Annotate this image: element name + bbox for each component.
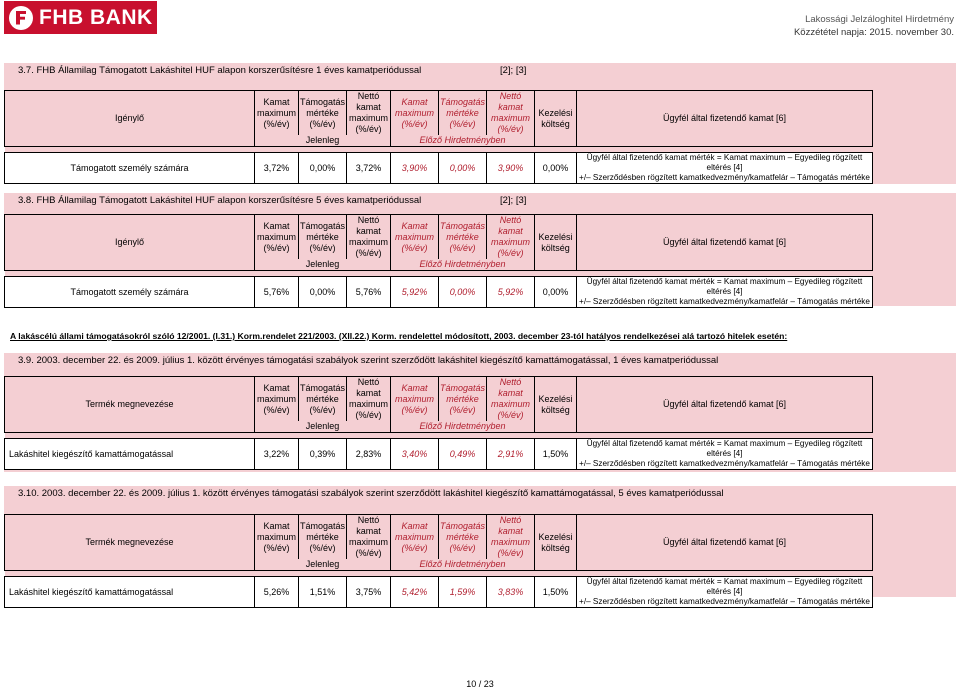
prev-kamat-max-header: Kamat maximum (%/év) (391, 215, 439, 260)
ugyfel-kamat-header: Ügyfél által fizetendő kamat [6] (577, 515, 873, 571)
prev-netto-kamat-header: Nettó kamat maximum (%/év) (487, 377, 535, 422)
document-header (794, 13, 954, 39)
tamogatas-merteke-header: Támogatás mértéke (%/év) (299, 215, 347, 260)
jelenleg-label: Jelenleg (255, 559, 391, 571)
kezelesi-koltseg-header: Kezelési költség (535, 515, 577, 571)
formula-line-2: +/– Szerződésben rögzített kamatkedvezmény/kamatfelár – Támogatás mértéke (579, 597, 870, 606)
kamat-max-header: Kamat maximum (%/év) (255, 377, 299, 422)
prev-tamogatas-merteke-value: 0,00% (439, 153, 487, 184)
tamogatas-merteke-value: 0,00% (299, 153, 347, 184)
kamat-max-value: 3,72% (255, 153, 299, 184)
kamat-max-value: 5,26% (255, 577, 299, 608)
netto-kamat-value: 3,72% (347, 153, 391, 184)
prev-tamogatas-merteke-header: Támogatás mértéke (%/év) (439, 377, 487, 422)
section-title (4, 486, 956, 501)
jelenleg-label: Jelenleg (255, 421, 391, 433)
first-column-header: Igénylő (5, 215, 255, 271)
prev-tamogatas-merteke-value: 0,49% (439, 439, 487, 470)
prev-netto-kamat-header: Nettó kamat maximum (%/év) (487, 515, 535, 560)
formula-line-1: Ügyfél által fizetendő kamat mérték = Kamat maximum – Egyedileg rögzített eltérés [4] (586, 439, 863, 458)
netto-kamat-header: Nettó kamat maximum (%/év) (347, 515, 391, 560)
elozo-hirdetmeny-label: Előző Hirdetményben (391, 559, 535, 571)
first-column-header: Termék megnevezése (5, 515, 255, 571)
formula-line-1: Ügyfél által fizetendő kamat mérték = Kamat maximum – Egyedileg rögzített eltérés [4] (586, 153, 863, 172)
prev-kamat-max-header: Kamat maximum (%/év) (391, 377, 439, 422)
prev-netto-kamat-value: 2,91% (487, 439, 535, 470)
kamat-max-header: Kamat maximum (%/év) (255, 91, 299, 136)
kezelesi-koltseg-value: 1,50% (535, 439, 577, 470)
netto-kamat-header: Nettó kamat maximum (%/év) (347, 91, 391, 136)
section-title (4, 193, 956, 208)
kamat-max-value: 3,22% (255, 439, 299, 470)
prev-kamat-max-value: 5,92% (391, 277, 439, 308)
ugyfel-kamat-header: Ügyfél által fizetendő kamat [6] (577, 377, 873, 433)
tamogatas-merteke-value: 0,00% (299, 277, 347, 308)
kamat-max-value: 5,76% (255, 277, 299, 308)
section-title-text: 3.10. 2003. december 22. és 2009. július 1. között érvényes támogatási szabályok szerint szerződött lakáshitel kiegészítő kamattámogatással, 5 éves kamatperiódussal (18, 488, 724, 499)
document-title: Lakossági Jelzáloghitel Hirdetmény (805, 14, 954, 25)
rate-table (4, 90, 873, 184)
kamat-max-header: Kamat maximum (%/év) (255, 515, 299, 560)
section-title (4, 353, 956, 368)
rate-table (4, 214, 873, 308)
ugyfel-kamat-header: Ügyfél által fizetendő kamat [6] (577, 91, 873, 147)
netto-kamat-value: 5,76% (347, 277, 391, 308)
first-column-header: Termék megnevezése (5, 377, 255, 433)
jelenleg-label: Jelenleg (255, 135, 391, 147)
prev-kamat-max-value: 3,90% (391, 153, 439, 184)
prev-kamat-max-header: Kamat maximum (%/év) (391, 515, 439, 560)
section-title-text: 3.8. FHB Államilag Támogatott Lakáshitel HUF alapon korszerűsítésre 5 éves kamatperiódussal (18, 195, 422, 206)
prev-kamat-max-header: Kamat maximum (%/év) (391, 91, 439, 136)
formula-line-2: +/– Szerződésben rögzített kamatkedvezmény/kamatfelár – Támogatás mértéke (579, 297, 870, 306)
kezelesi-koltseg-value: 1,50% (535, 577, 577, 608)
publication-date: Közzététel napja: 2015. november 30. (793, 27, 954, 38)
formula-line-1: Ügyfél által fizetendő kamat mérték = Kamat maximum – Egyedileg rögzített eltérés [4] (586, 277, 863, 296)
elozo-hirdetmeny-label: Előző Hirdetményben (391, 421, 535, 433)
prev-netto-kamat-header: Nettó kamat maximum (%/év) (487, 91, 535, 136)
formula-text (577, 153, 873, 184)
prev-netto-kamat-header: Nettó kamat maximum (%/év) (487, 215, 535, 260)
formula-text (577, 577, 873, 608)
prev-netto-kamat-value: 5,92% (487, 277, 535, 308)
section-reference: [2]; [3] (500, 65, 527, 76)
logo-text: FHB BANK (39, 5, 153, 29)
rate-table (4, 514, 873, 608)
prev-tamogatas-merteke-value: 1,59% (439, 577, 487, 608)
fhb-bank-logo (4, 1, 157, 34)
kamat-max-header: Kamat maximum (%/év) (255, 215, 299, 260)
legal-note: A lakáscélú állami támogatásokról szóló 12/2001. (I.31.) Korm.rendelet 221/2003. (XII.22.) Korm. rendelettel módosított, 2003. december 23-tól hatályos rendelkezései alá tartozó hitelek esetén: (10, 331, 788, 341)
formula-line-1: Ügyfél által fizetendő kamat mérték = Kamat maximum – Egyedileg rögzített eltérés [4] (586, 577, 863, 596)
jelenleg-label: Jelenleg (255, 259, 391, 271)
elozo-hirdetmeny-label: Előző Hirdetményben (391, 259, 535, 271)
kezelesi-koltseg-value: 0,00% (535, 153, 577, 184)
section-title-text: 3.7. FHB Államilag Támogatott Lakáshitel HUF alapon korszerűsítésre 1 éves kamatperiódussal (18, 65, 422, 76)
kezelesi-koltseg-header: Kezelési költség (535, 91, 577, 147)
netto-kamat-value: 2,83% (347, 439, 391, 470)
prev-tamogatas-merteke-value: 0,00% (439, 277, 487, 308)
section-title (4, 63, 956, 78)
prev-tamogatas-merteke-header: Támogatás mértéke (%/év) (439, 215, 487, 260)
rate-table (4, 376, 873, 470)
formula-line-2: +/– Szerződésben rögzített kamatkedvezmény/kamatfelár – Támogatás mértéke (579, 173, 870, 182)
netto-kamat-header: Nettó kamat maximum (%/év) (347, 377, 391, 422)
formula-text (577, 439, 873, 470)
prev-netto-kamat-value: 3,90% (487, 153, 535, 184)
prev-kamat-max-value: 3,40% (391, 439, 439, 470)
section-title-text: 3.9. 2003. december 22. és 2009. július 1. között érvényes támogatási szabályok szerint szerződött lakáshitel kiegészítő kamattámogatással, 1 éves kamatperiódussal (18, 355, 719, 366)
netto-kamat-header: Nettó kamat maximum (%/év) (347, 215, 391, 260)
tamogatas-merteke-value: 0,39% (299, 439, 347, 470)
row-label: Lakáshitel kiegészítő kamattámogatással (5, 577, 255, 608)
netto-kamat-value: 3,75% (347, 577, 391, 608)
tamogatas-merteke-header: Támogatás mértéke (%/év) (299, 377, 347, 422)
formula-line-2: +/– Szerződésben rögzített kamatkedvezmény/kamatfelár – Támogatás mértéke (579, 459, 870, 468)
kezelesi-koltseg-header: Kezelési költség (535, 377, 577, 433)
kezelesi-koltseg-value: 0,00% (535, 277, 577, 308)
first-column-header: Igénylő (5, 91, 255, 147)
prev-netto-kamat-value: 3,83% (487, 577, 535, 608)
prev-tamogatas-merteke-header: Támogatás mértéke (%/év) (439, 91, 487, 136)
row-label: Támogatott személy számára (5, 277, 255, 308)
prev-kamat-max-value: 5,42% (391, 577, 439, 608)
tamogatas-merteke-header: Támogatás mértéke (%/év) (299, 91, 347, 136)
elozo-hirdetmeny-label: Előző Hirdetményben (391, 135, 535, 147)
row-label: Támogatott személy számára (5, 153, 255, 184)
row-label: Lakáshitel kiegészítő kamattámogatással (5, 439, 255, 470)
formula-text (577, 277, 873, 308)
fhb-logo-icon (9, 6, 33, 30)
section-reference: [2]; [3] (500, 195, 527, 206)
kezelesi-koltseg-header: Kezelési költség (535, 215, 577, 271)
page-number: 10 / 23 (466, 679, 494, 689)
ugyfel-kamat-header: Ügyfél által fizetendő kamat [6] (577, 215, 873, 271)
tamogatas-merteke-header: Támogatás mértéke (%/év) (299, 515, 347, 560)
prev-tamogatas-merteke-header: Támogatás mértéke (%/év) (439, 515, 487, 560)
tamogatas-merteke-value: 1,51% (299, 577, 347, 608)
